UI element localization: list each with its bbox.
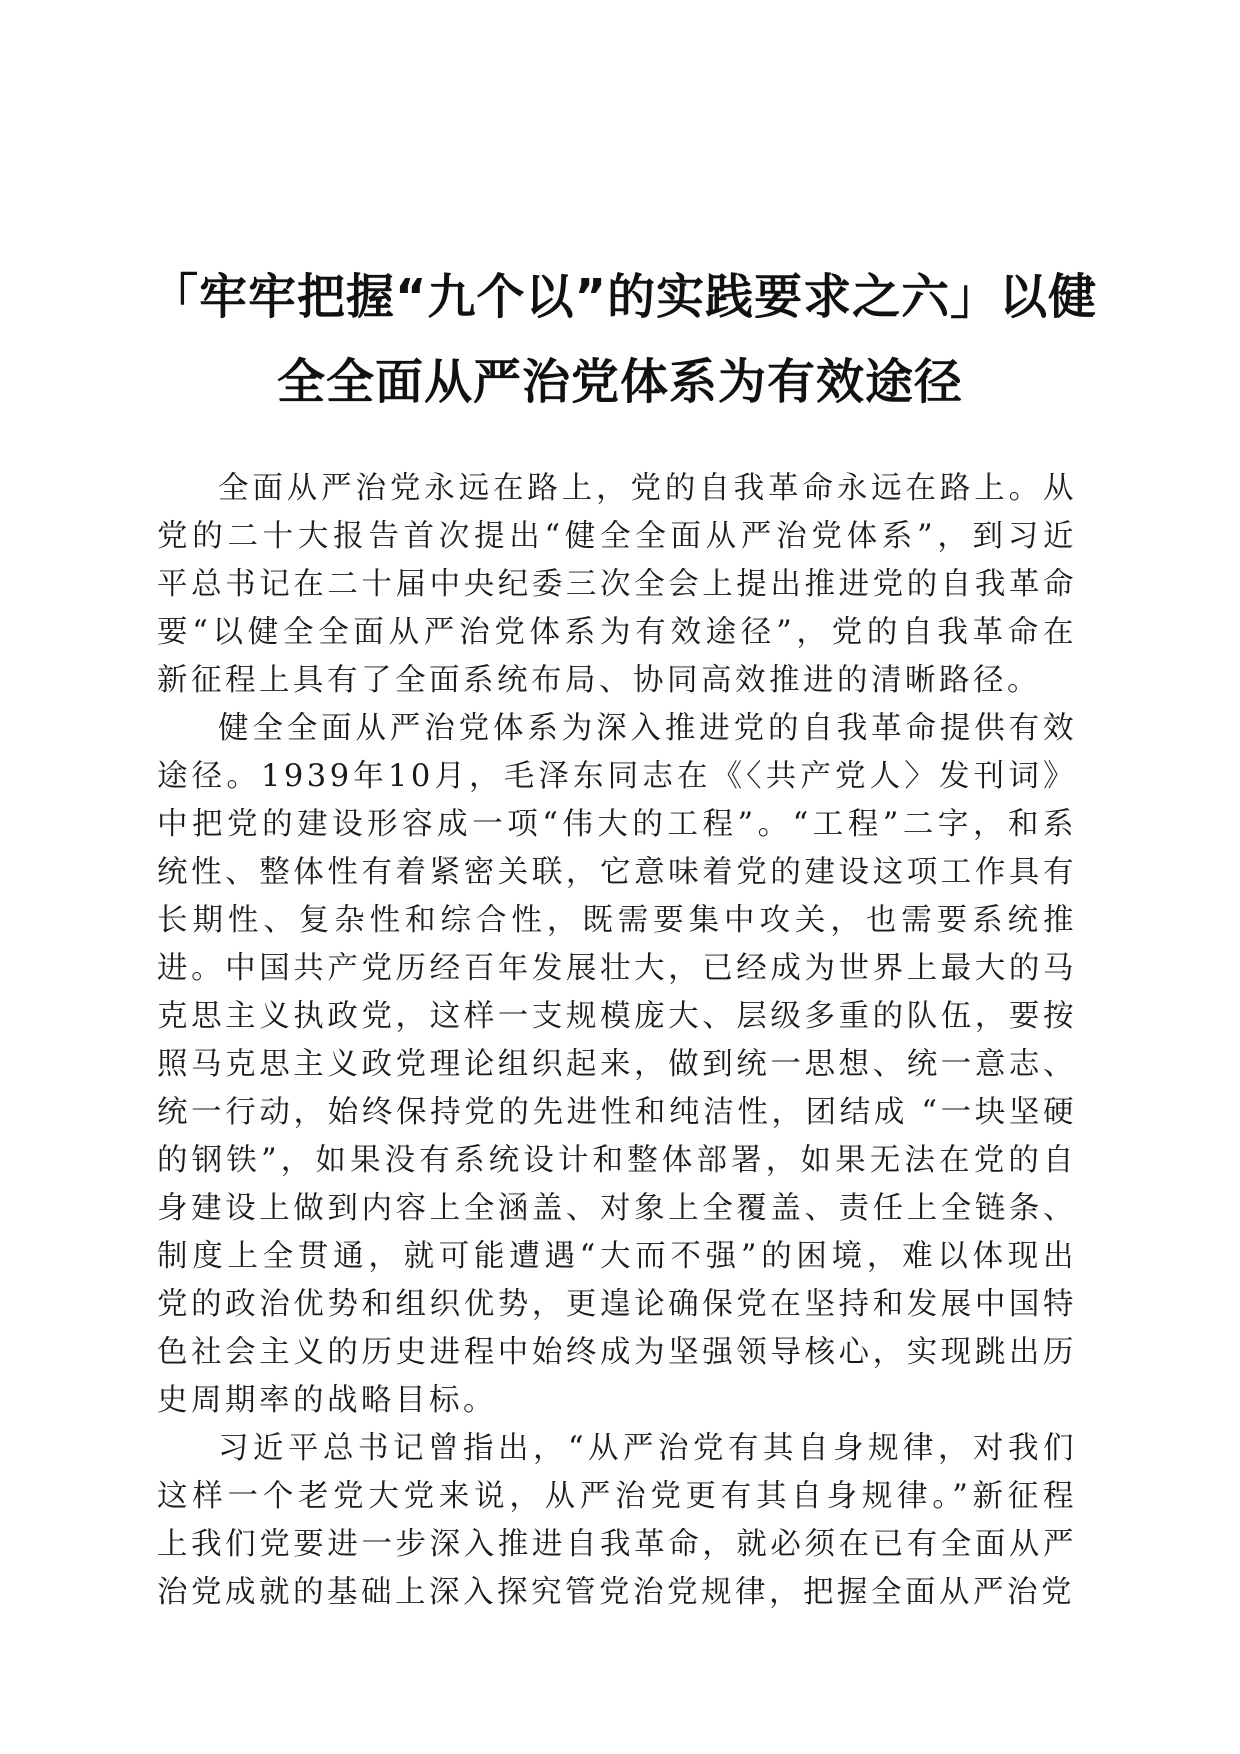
paragraph-1: 全面从严治党永远在路上，党的自我革命永远在路上。从党的二十大报告首次提出“健全全面从严治党体系”，到习近平总书记在二十届中央纪委三次全会上提出推进党的自我革命要“以健全全面从严治党体系为有效途径”，党的自我革命在新征程上具有了全面系统布局、协同高效推进的清晰路径。 [157, 471, 1077, 698]
paragraph-2: 健全全面从严治党体系为深入推进党的自我革命提供有效途径。1939年10月，毛泽东同志在《〈共产党人〉发刊词》中把党的建设形容成一项“伟大的工程”。“工程”二字，和系统性、整体性有着紧密关联，它意味着党的建设这项工作具有长期性、复杂性和综合性，既需要集中攻关，也需要系统推进。中国共产党历经百年发展壮大，已经成为世界上最大的马克思主义执政党，这样一支规模庞大、层级多重的队伍，要按照马克思主义政党理论组织起来，做到统一思想、统一意志、统一行动，始终保持党的先进性和纯洁性，团结成 “一块坚硬的钢铁”，如果没有系统设计和整体部署，如果无法在党的自身建设上做到内容上全涵盖、对象上全覆盖、责任上全链条、制度上全贯通，就可能遭遇“大而不强”的困境，难以体现出党的政治优势和组织优势，更遑论确保党在坚持和发展中国特色社会主义的历史进程中始终成为坚强领导核心，实现跳出历史周期率的战略目标。 [157, 711, 1077, 1418]
title-line-1: 「牢牢把握“九个以”的实践要求之六」以健 [150, 269, 1098, 325]
document-body [157, 465, 1077, 1617]
document-title [150, 255, 1098, 425]
title-line-2: 全全面从严治党体系为有效途径 [276, 354, 963, 410]
paragraph-3: 习近平总书记曾指出，“从严治党有其自身规律，对我们这样一个老党大党来说，从严治党更有其自身规律。”新征程上我们党要进一步深入推进自我革命，就必须在已有全面从严治党成就的基础上深入探究管党治党规律，把握全面从严治党 [157, 1431, 1077, 1610]
